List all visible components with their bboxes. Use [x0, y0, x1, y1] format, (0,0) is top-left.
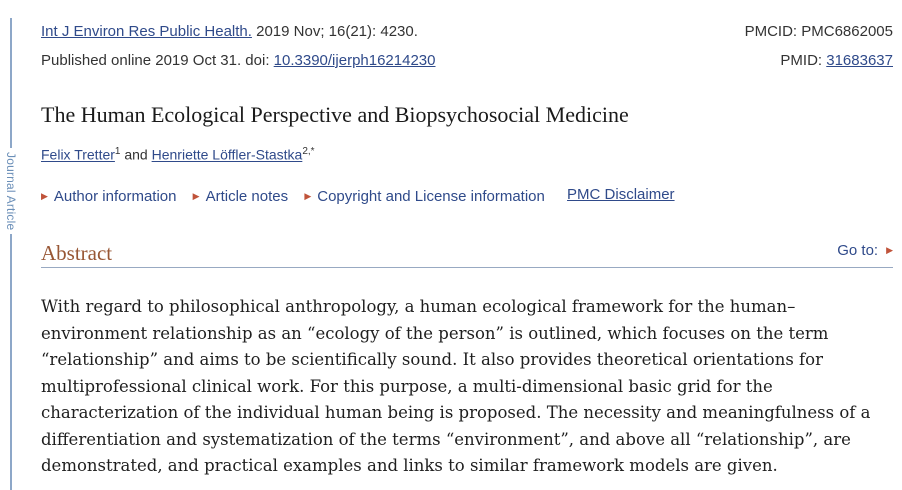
- doi-link[interactable]: 10.3390/ijerph16214230: [273, 52, 436, 69]
- article-meta-links: [41, 186, 675, 205]
- author-information-toggle[interactable]: [41, 188, 177, 205]
- pmid-label: PMID:: [780, 52, 827, 69]
- pmc-disclaimer-link[interactable]: PMC Disclaimer: [567, 186, 675, 203]
- goto-label: Go to:: [837, 242, 879, 259]
- triangle-right-icon: ▶: [304, 191, 312, 201]
- journal-link[interactable]: Int J Environ Res Public Health.: [41, 23, 252, 40]
- copyright-toggle[interactable]: [304, 188, 545, 205]
- citation-block: [41, 22, 436, 80]
- abstract-section-header: [41, 238, 893, 268]
- copyright-label: Copyright and License information: [317, 188, 545, 205]
- article-ids: [745, 22, 893, 80]
- article-notes-toggle[interactable]: [193, 188, 288, 205]
- author-link[interactable]: Felix Tretter: [41, 146, 115, 163]
- journal-issue: 2019 Nov; 16(21): 4230.: [251, 23, 418, 40]
- triangle-right-icon: ▶: [192, 191, 200, 201]
- author-information-label: Author information: [53, 188, 177, 205]
- article-notes-label: Article notes: [205, 188, 289, 205]
- pmid-link[interactable]: 31683637: [826, 52, 893, 69]
- journal-article-sidebar-line: [10, 18, 12, 490]
- abstract-heading: Abstract: [41, 241, 113, 265]
- author-affiliation-sup: 2,*: [302, 146, 315, 157]
- article-title: The Human Ecological Perspective and Biopsychosocial Medicine: [41, 102, 629, 127]
- pmcid: PMCID: PMC6862005: [744, 23, 893, 40]
- author-separator: and: [120, 146, 152, 163]
- author-list: [41, 146, 315, 163]
- abstract-text: With regard to philosophical anthropology, a human ecological framework for the human–environment relationship as an “ecology of the person” is outlined, which focuses on the term “relationship” and aims to be scientifically sound. It also provides theoretical orientations for multiprofessional clinical work. For this purpose, a multi-dimensional basic grid for the characterization of the individual human being is proposed. The necessity and meaningfulness of a differentiation and systematization of the terms “environment”, and above all “relationship”, are demonstrated, and practical examples and links to similar framework models are given.: [41, 297, 871, 475]
- author-affiliation-sup: 1: [114, 146, 121, 157]
- goto-menu-button[interactable]: [837, 242, 893, 259]
- journal-article-sidebar-label: Journal Article: [4, 148, 18, 234]
- author-link[interactable]: Henriette Löffler-Stastka: [151, 146, 303, 163]
- triangle-right-icon: ▶: [41, 191, 48, 201]
- triangle-right-icon: ▶: [886, 245, 893, 255]
- published-date: Published online 2019 Oct 31. doi:: [41, 52, 274, 69]
